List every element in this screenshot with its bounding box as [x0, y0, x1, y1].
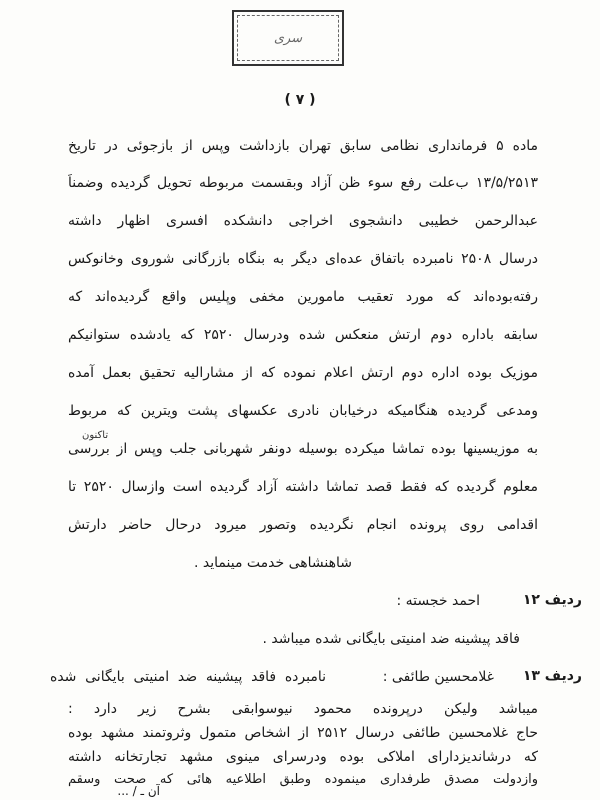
- paragraph-line: اقدامی روی پرونده انجام نگردیده وتصور میرود درحال حاضر دارتش: [68, 517, 538, 533]
- row-label: ردیف ۱۲: [522, 592, 582, 608]
- paragraph-line: وازدولت مصدق طرفداری مینموده وطبق اطلاعیه هائی که صحت وسقم: [68, 772, 538, 787]
- person-name: احمد خجسته :: [396, 593, 480, 609]
- paragraph-line: ۱۳/۵/۲۵۱۳ ب‌علت رفع سوء ظن آزاد وبقسمت مربوطه تحویل گردیده وضمناً: [68, 175, 538, 191]
- classification-stamp: [232, 10, 344, 66]
- row-label: ردیف ۱۳: [522, 668, 582, 684]
- stamp-inner-frame: [237, 15, 339, 61]
- paragraph-line: آن ـ / ...: [117, 784, 160, 798]
- paragraph-line: به موزیسینها بوده تماشا میکرده بوسیله دونفر شهربانی جلب وپس از بررسی: [68, 441, 538, 457]
- stamp-text: سری: [273, 30, 303, 46]
- paragraph-line: سابقه باداره دوم ارتش منعکس شده ودرسال ۲۵۲۰ که یادشده ستوانیکم: [68, 327, 538, 343]
- paragraph-line: که درشاندیزدارای املاکی بوده ودرسرای مینوی مشهد تجارتخانه داشته: [68, 749, 538, 765]
- person-name: غلامحسین طائفی :: [382, 669, 494, 685]
- paragraph-line: فاقد پیشینه ضد امنیتی بایگانی شده میباشد .: [262, 631, 520, 647]
- paragraph-line: درسال ۲۵۰۸ نامبرده باتفاق عده‌ای دیگر به بنگاه بازرگانی شوروی وخانوکس: [68, 251, 538, 267]
- paragraph-line: رفته‌بوده‌اند که مورد تعقیب مامورین مخفی وپلیس واقع گردیده‌اند که: [68, 289, 538, 305]
- page-number: ( ۷ ): [284, 92, 316, 108]
- paragraph-line: ماده ۵ فرمانداری نظامی سابق تهران بازداشت وپس از بازجوئی در تاریخ: [68, 138, 538, 154]
- paragraph-line: میباشد ولیکن درپرونده محمود نیوسوابقی بشرح زیر دارد :: [68, 701, 538, 717]
- paragraph-line: موزیک بوده اداره دوم ارتش اعلام نموده که از مشارالیه تحقیق بعمل آمده: [68, 365, 538, 381]
- paragraph-line: عبدالرحمن خطیبی دانشجوی اخراجی دانشکده افسری اظهار داشته: [68, 213, 538, 229]
- margin-note: تاکنون: [82, 430, 109, 441]
- paragraph-line: معلوم گردیده که فقط قصد تماشا داشته آزاد گردیده است وازسال ۲۵۲۰ تا: [68, 479, 538, 495]
- paragraph-line: حاج غلامحسین طائفی درسال ۲۵۱۲ از اشخاص متمول وثروتمند مشهد بوده: [68, 725, 538, 741]
- paragraph-line: شاهنشاهی خدمت مینماید .: [193, 555, 352, 571]
- paragraph-line: نامبرده فاقد پیشینه ضد امنیتی بایگانی شده: [50, 669, 326, 685]
- paragraph-line: ومدعی گردیده هنگامیکه درخیابان نادری عکسهای پشت ویترین که مربوط: [68, 403, 538, 419]
